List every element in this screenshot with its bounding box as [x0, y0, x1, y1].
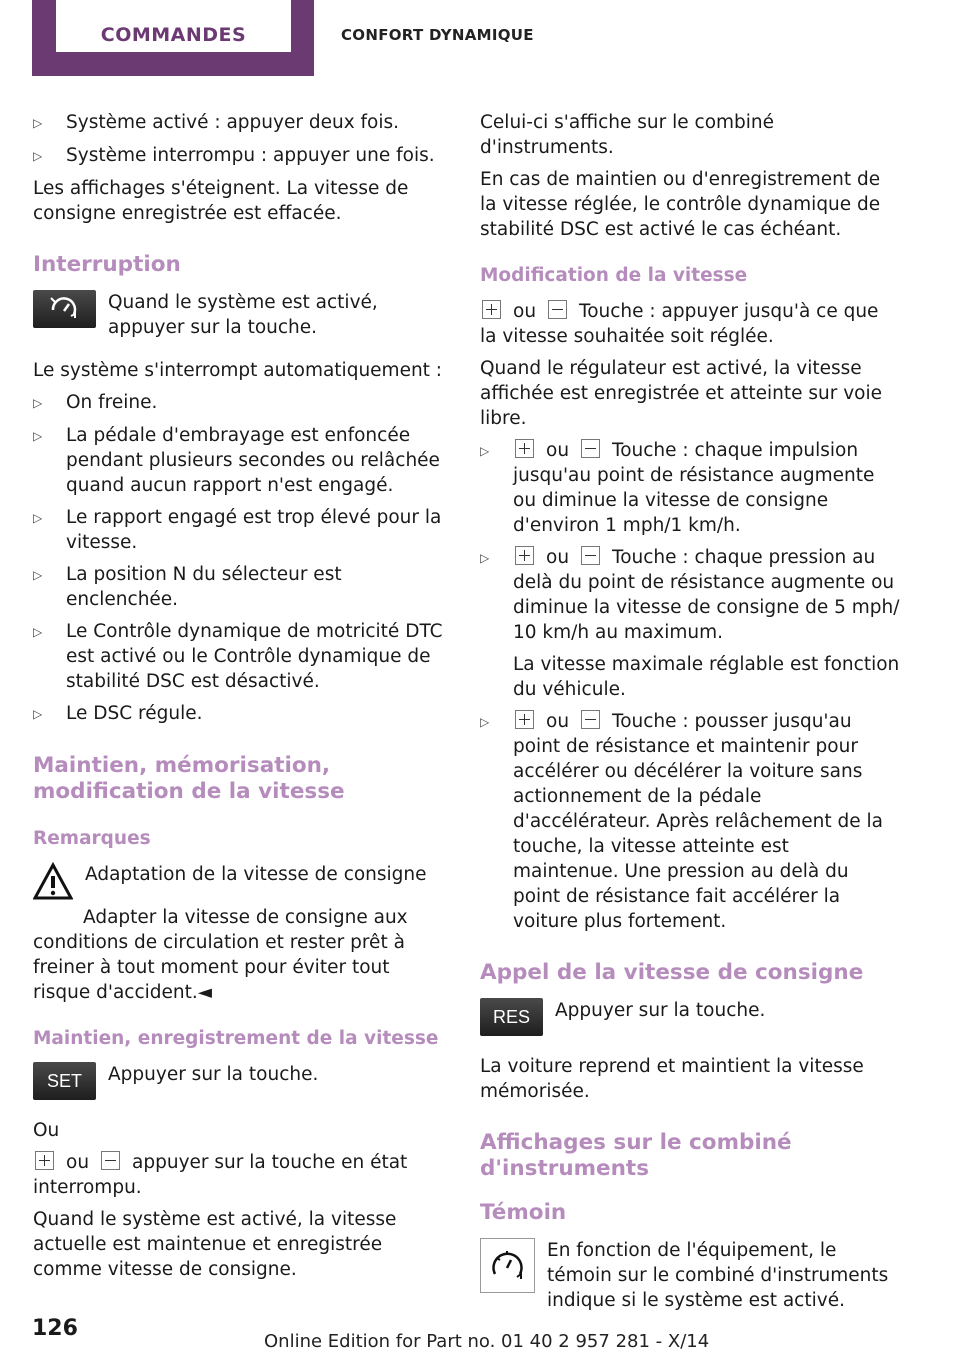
minus-icon: [581, 546, 600, 565]
paragraph: Ou: [33, 1120, 60, 1141]
chapter-tab: [32, 0, 314, 76]
bullet-triangle-icon: ▷: [33, 149, 43, 163]
set-row: [33, 1062, 448, 1100]
res-text: Appuyer sur la touche.: [555, 1000, 766, 1021]
section-title: CONFORT DYNAMIQUE: [341, 26, 534, 44]
list-item: ▷ Le Contrôle dynamique de motricité DTC est activé ou le Contrôle dynamique de stabilité DSC est désactivé.: [33, 621, 443, 692]
list-item: ▷ On freine.: [33, 390, 448, 416]
bullet-triangle-icon: ▷: [33, 511, 43, 525]
list-item: ▷ Système activé : appuyer deux fois.: [33, 110, 448, 136]
paragraph: La voiture reprend et maintient la vitesse mémorisée.: [480, 1056, 864, 1102]
temoin-row: [480, 1238, 900, 1313]
paragraph: En cas de maintien ou d'enregistrement de la vitesse réglée, le contrôle dynamique de stabilité DSC est activé le cas échéant.: [480, 169, 881, 240]
plus-icon: [515, 710, 534, 729]
heading-interruption: Interruption: [33, 252, 181, 277]
list-item: ▷ Le DSC régule.: [33, 701, 448, 727]
minus-icon: [101, 1151, 120, 1170]
minus-icon: [581, 439, 600, 458]
bullet-triangle-icon: ▷: [33, 429, 43, 443]
footer-edition: Online Edition for Part no. 01 40 2 957 281 - X/14: [264, 1331, 710, 1352]
paragraph: Celui-ci s'affiche sur le combiné d'instruments.: [480, 112, 775, 158]
list-item: ▷ Le rapport engagé est trop élevé pour la vitesse.: [33, 507, 442, 553]
plus-icon: [515, 546, 534, 565]
set-text: Appuyer sur la touche.: [108, 1064, 319, 1085]
bullet-triangle-icon: ▷: [480, 551, 490, 565]
warning-triangle-icon: [33, 862, 73, 902]
heading-maintien: Maintien, mémorisation, modification de la vitesse: [33, 753, 345, 804]
minus-icon: [581, 710, 600, 729]
list-item: ▷ ou Touche : chaque pression au delà du point de résistance augmente ou diminue la vitesse de consigne de 5 mph/ 10 km/h au maximum.: [480, 547, 900, 643]
heading-appel: Appel de la vitesse de consigne: [480, 960, 864, 985]
cruise-pause-button-icon: [33, 290, 96, 328]
bullet-triangle-icon: ▷: [33, 116, 43, 130]
bullet-triangle-icon: ▷: [33, 396, 43, 410]
list-item: ▷ ou Touche : pousser jusqu'au point de résistance et maintenir pour accélérer ou décélérer la voiture sans actionnement de la pédale d'accélérateur. Après relâchement de la touche, la vitesse atteinte est maintenue. Une pression au delà du point de résistance fait accélérer la voiture plus fortement.: [480, 711, 883, 932]
paragraph: Le système s'interrompt automatiquement :: [33, 360, 443, 381]
heading-modification: Modification de la vitesse: [480, 265, 748, 286]
heading-affichages: Affichages sur le combiné d'instruments: [480, 1130, 792, 1181]
bullet-triangle-icon: ▷: [33, 625, 43, 639]
interruption-text: Quand le système est activé, appuyer sur la touche.: [108, 292, 378, 338]
modification-paragraph: ou Touche : appuyer jusqu'à ce que la vitesse souhaitée soit réglée.: [480, 301, 879, 347]
right-column: [480, 110, 900, 1331]
paragraph: Les affichages s'éteignent. La vitesse de consigne enregistrée est effacée.: [33, 178, 409, 224]
bullet-triangle-icon: ▷: [480, 715, 490, 729]
heading-temoin: Témoin: [480, 1200, 567, 1225]
list-item: ▷ Système interrompu : appuyer une fois.: [33, 143, 448, 169]
paragraph: Quand le régulateur est activé, la vitesse affichée est enregistrée et atteinte sur voie libre.: [480, 358, 882, 429]
bullet-triangle-icon: ▷: [33, 707, 43, 721]
res-button-icon: RES: [480, 998, 543, 1036]
warning-row: [33, 862, 448, 902]
left-column: [33, 110, 448, 1289]
interruption-row: [33, 290, 448, 340]
bullet-triangle-icon: ▷: [33, 568, 43, 582]
plus-icon: [35, 1151, 54, 1170]
page-number: 126: [32, 1316, 78, 1341]
paragraph: Quand le système est activé, la vitesse actuelle est maintenue et enregistrée comme vitesse de consigne.: [33, 1209, 397, 1280]
plusminus-paragraph: ou appuyer sur la touche en état interrompu.: [33, 1152, 408, 1198]
speedometer-indicator-icon: [480, 1238, 535, 1300]
heading-enregistrement: Maintien, enregistrement de la vitesse: [33, 1028, 439, 1049]
chapter-title: COMMANDES: [56, 0, 291, 52]
list-item: ▷ La pédale d'embrayage est enfoncée pendant plusieurs secondes ou relâchée quand aucun rapport n'est engagé.: [33, 425, 440, 496]
plus-icon: [515, 439, 534, 458]
list-item: ▷ La position N du sélecteur est enclenchée.: [33, 564, 342, 610]
heading-remarques: Remarques: [33, 828, 151, 849]
warning-text: Adapter la vitesse de consigne aux conditions de circulation et rester prêt à freiner à tout moment pour éviter tout risque d'accident.◄: [33, 907, 408, 1003]
warning-title: Adaptation de la vitesse de consigne: [85, 864, 427, 885]
minus-icon: [548, 300, 567, 319]
plus-icon: [482, 300, 501, 319]
set-button-icon: SET: [33, 1062, 96, 1100]
paragraph: La vitesse maximale réglable est fonction du véhicule.: [513, 654, 900, 700]
list-item: ▷ ou Touche : chaque impulsion jusqu'au point de résistance augmente ou diminue la vitesse de consigne d'environ 1 mph/1 km/h.: [480, 440, 875, 536]
temoin-text: En fonction de l'équipement, le témoin sur le combiné d'instruments indique si le système est activé.: [547, 1240, 889, 1311]
bullet-triangle-icon: ▷: [480, 444, 490, 458]
res-row: [480, 998, 900, 1036]
